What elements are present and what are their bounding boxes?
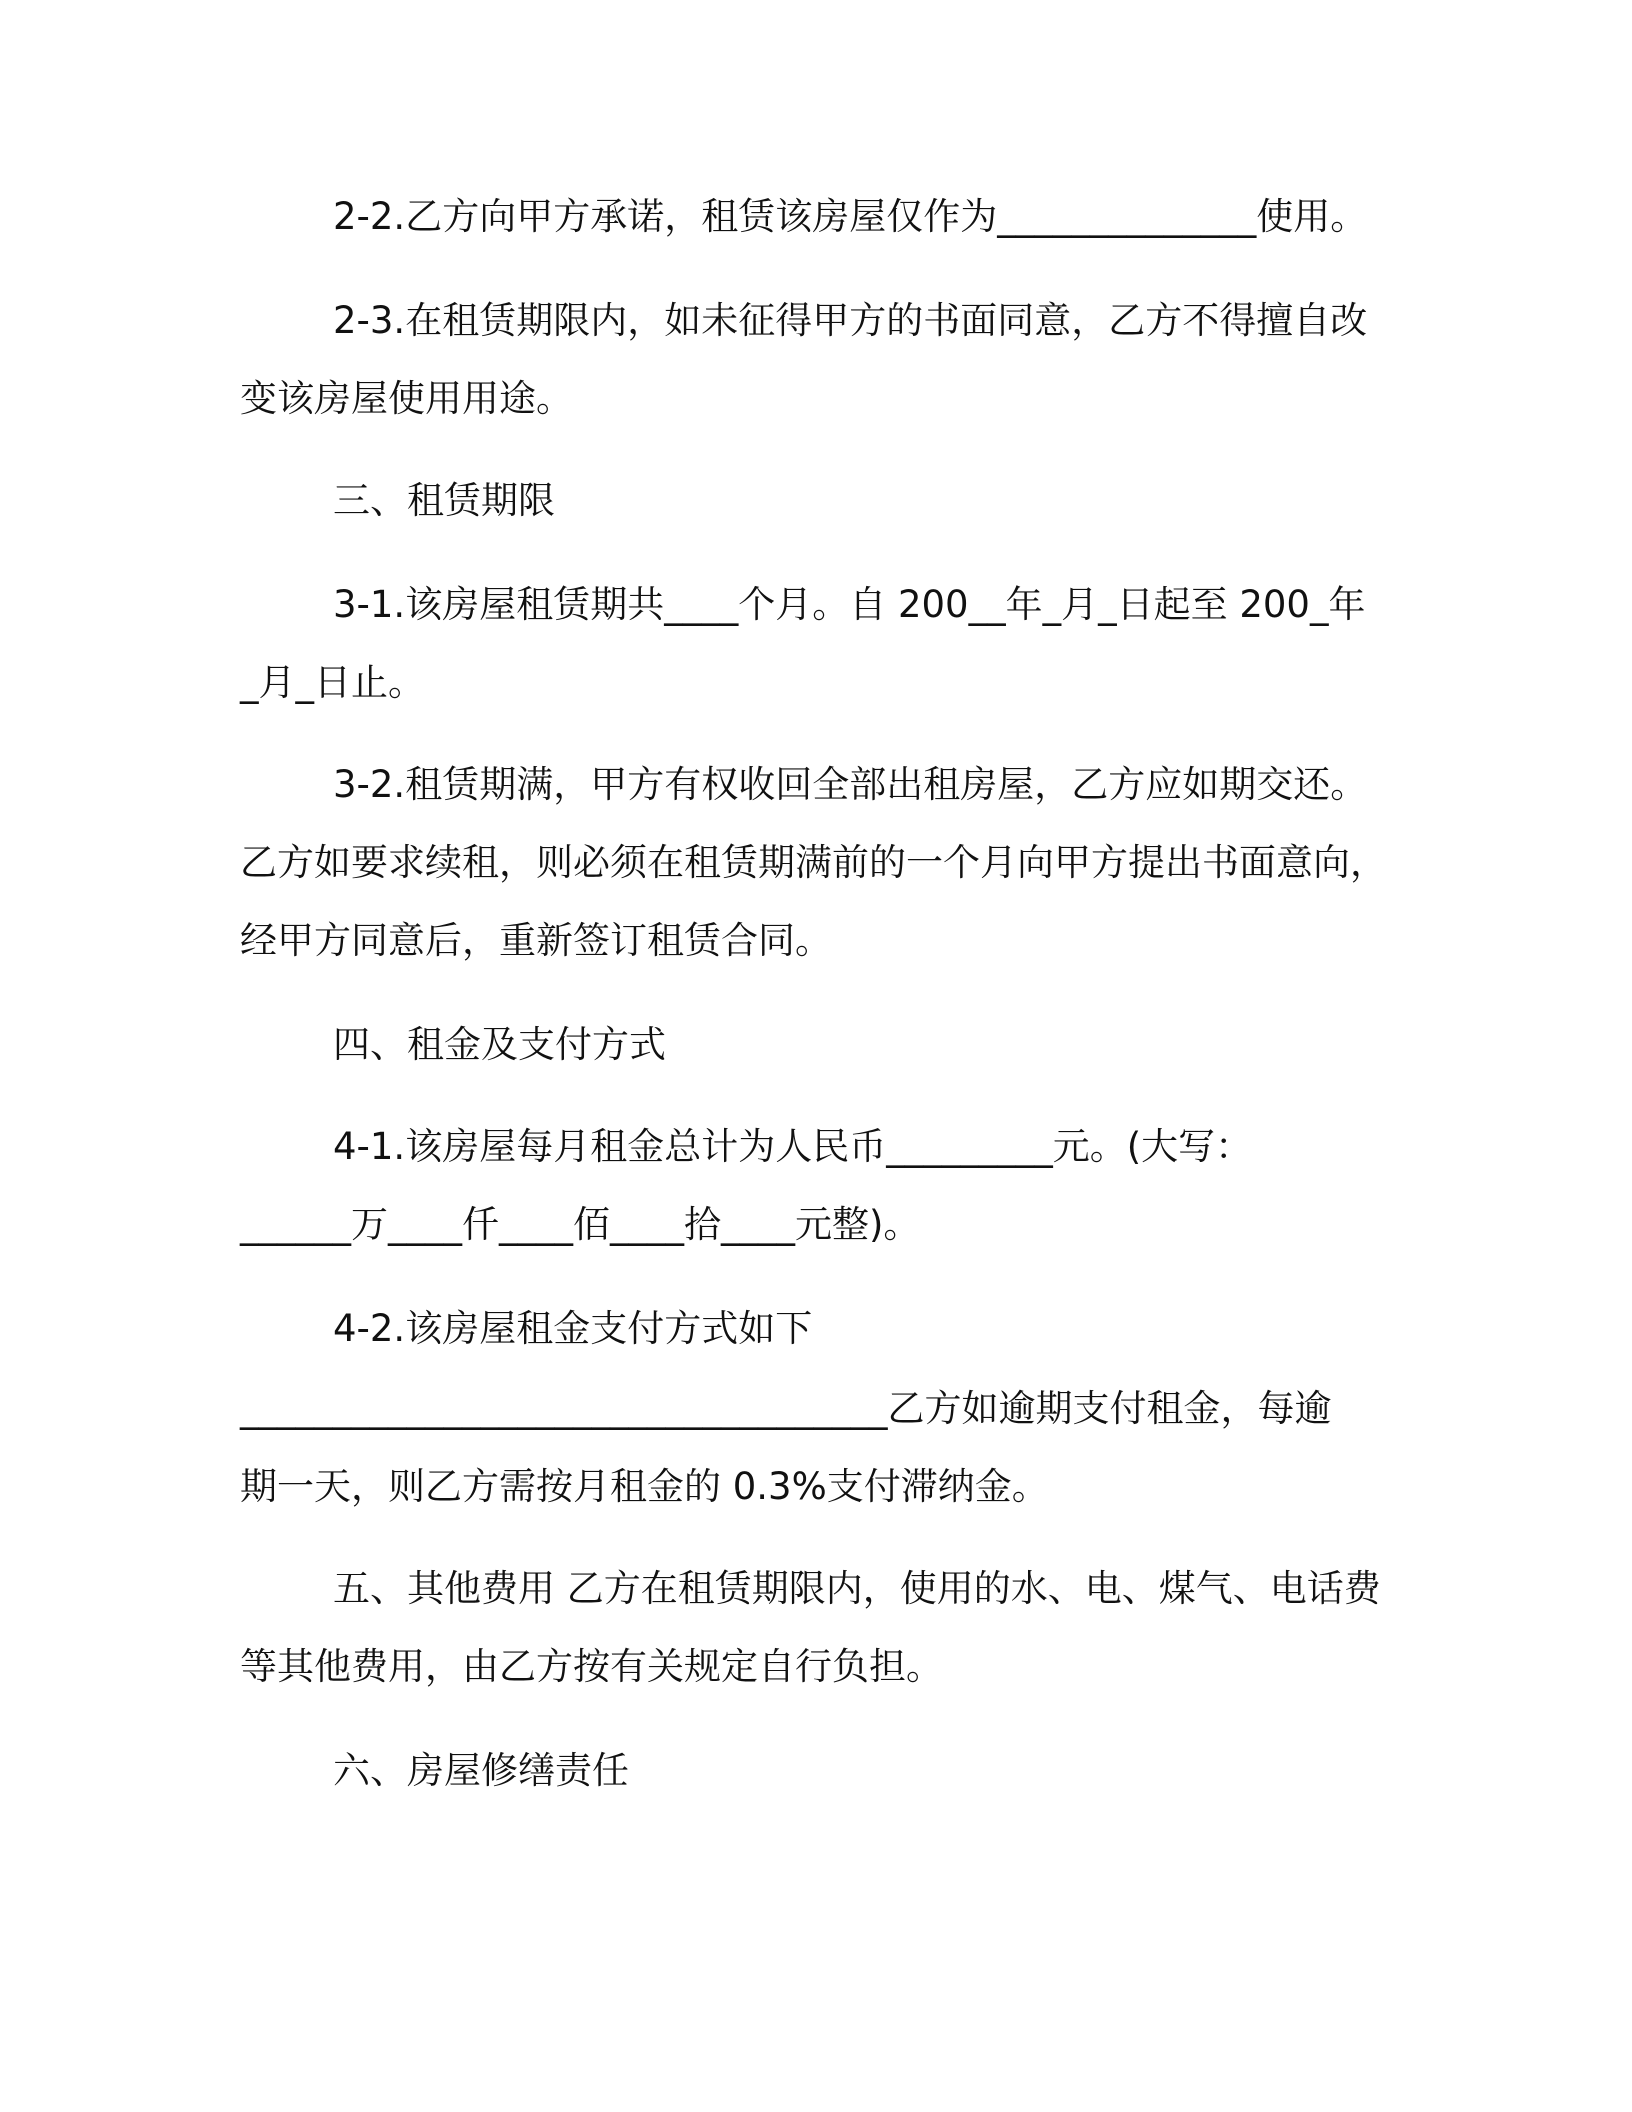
clause-3-1-line-2: _月_日止。 [240, 661, 425, 704]
section-heading-3: 三、租赁期限 [333, 479, 555, 522]
clause-3-2-line-3: 经甲方同意后，重新签订租赁合同。 [240, 919, 832, 962]
clause-4-1-line-1: 4-1.该房屋每月租金总计为人民币_________元。(大写： [333, 1125, 1253, 1168]
clause-2-3-line-1: 2-3.在租赁期限内，如未征得甲方的书面同意，乙方不得擅自改 [333, 299, 1368, 342]
section-heading-5-line-1: 五、其他费用 乙方在租赁期限内，使用的水、电、煤气、电话费 [333, 1567, 1381, 1610]
clause-3-2-line-2: 乙方如要求续租，则必须在租赁期满前的一个月向甲方提出书面意向， [240, 841, 1387, 884]
clause-3-1-line-1: 3-1.该房屋租赁期共____个月。自 200__年_月_日起至 200_年 [333, 583, 1366, 626]
section-heading-5-line-2: 等其他费用，由乙方按有关规定自行负担。 [240, 1645, 943, 1688]
clause-4-2-line-1: 4-2.该房屋租金支付方式如下 [333, 1307, 813, 1350]
clause-2-3-line-2: 变该房屋使用用途。 [240, 377, 573, 420]
clause-2-2: 2-2.乙方向甲方承诺，租赁该房屋仅作为______________使用。 [333, 195, 1368, 238]
clause-4-2-line-2: ___________________________________乙方如逾期支付租金，每逾 [240, 1387, 1332, 1430]
section-heading-6: 六、房屋修缮责任 [333, 1749, 629, 1792]
clause-3-2-line-1: 3-2.租赁期满，甲方有权收回全部出租房屋，乙方应如期交还。 [333, 763, 1368, 806]
clause-4-1-line-2: ______万____仟____佰____拾____元整)。 [240, 1203, 921, 1246]
section-heading-4: 四、租金及支付方式 [333, 1023, 666, 1066]
clause-4-2-line-3: 期一天，则乙方需按月租金的 0.3%支付滞纳金。 [240, 1465, 1049, 1508]
